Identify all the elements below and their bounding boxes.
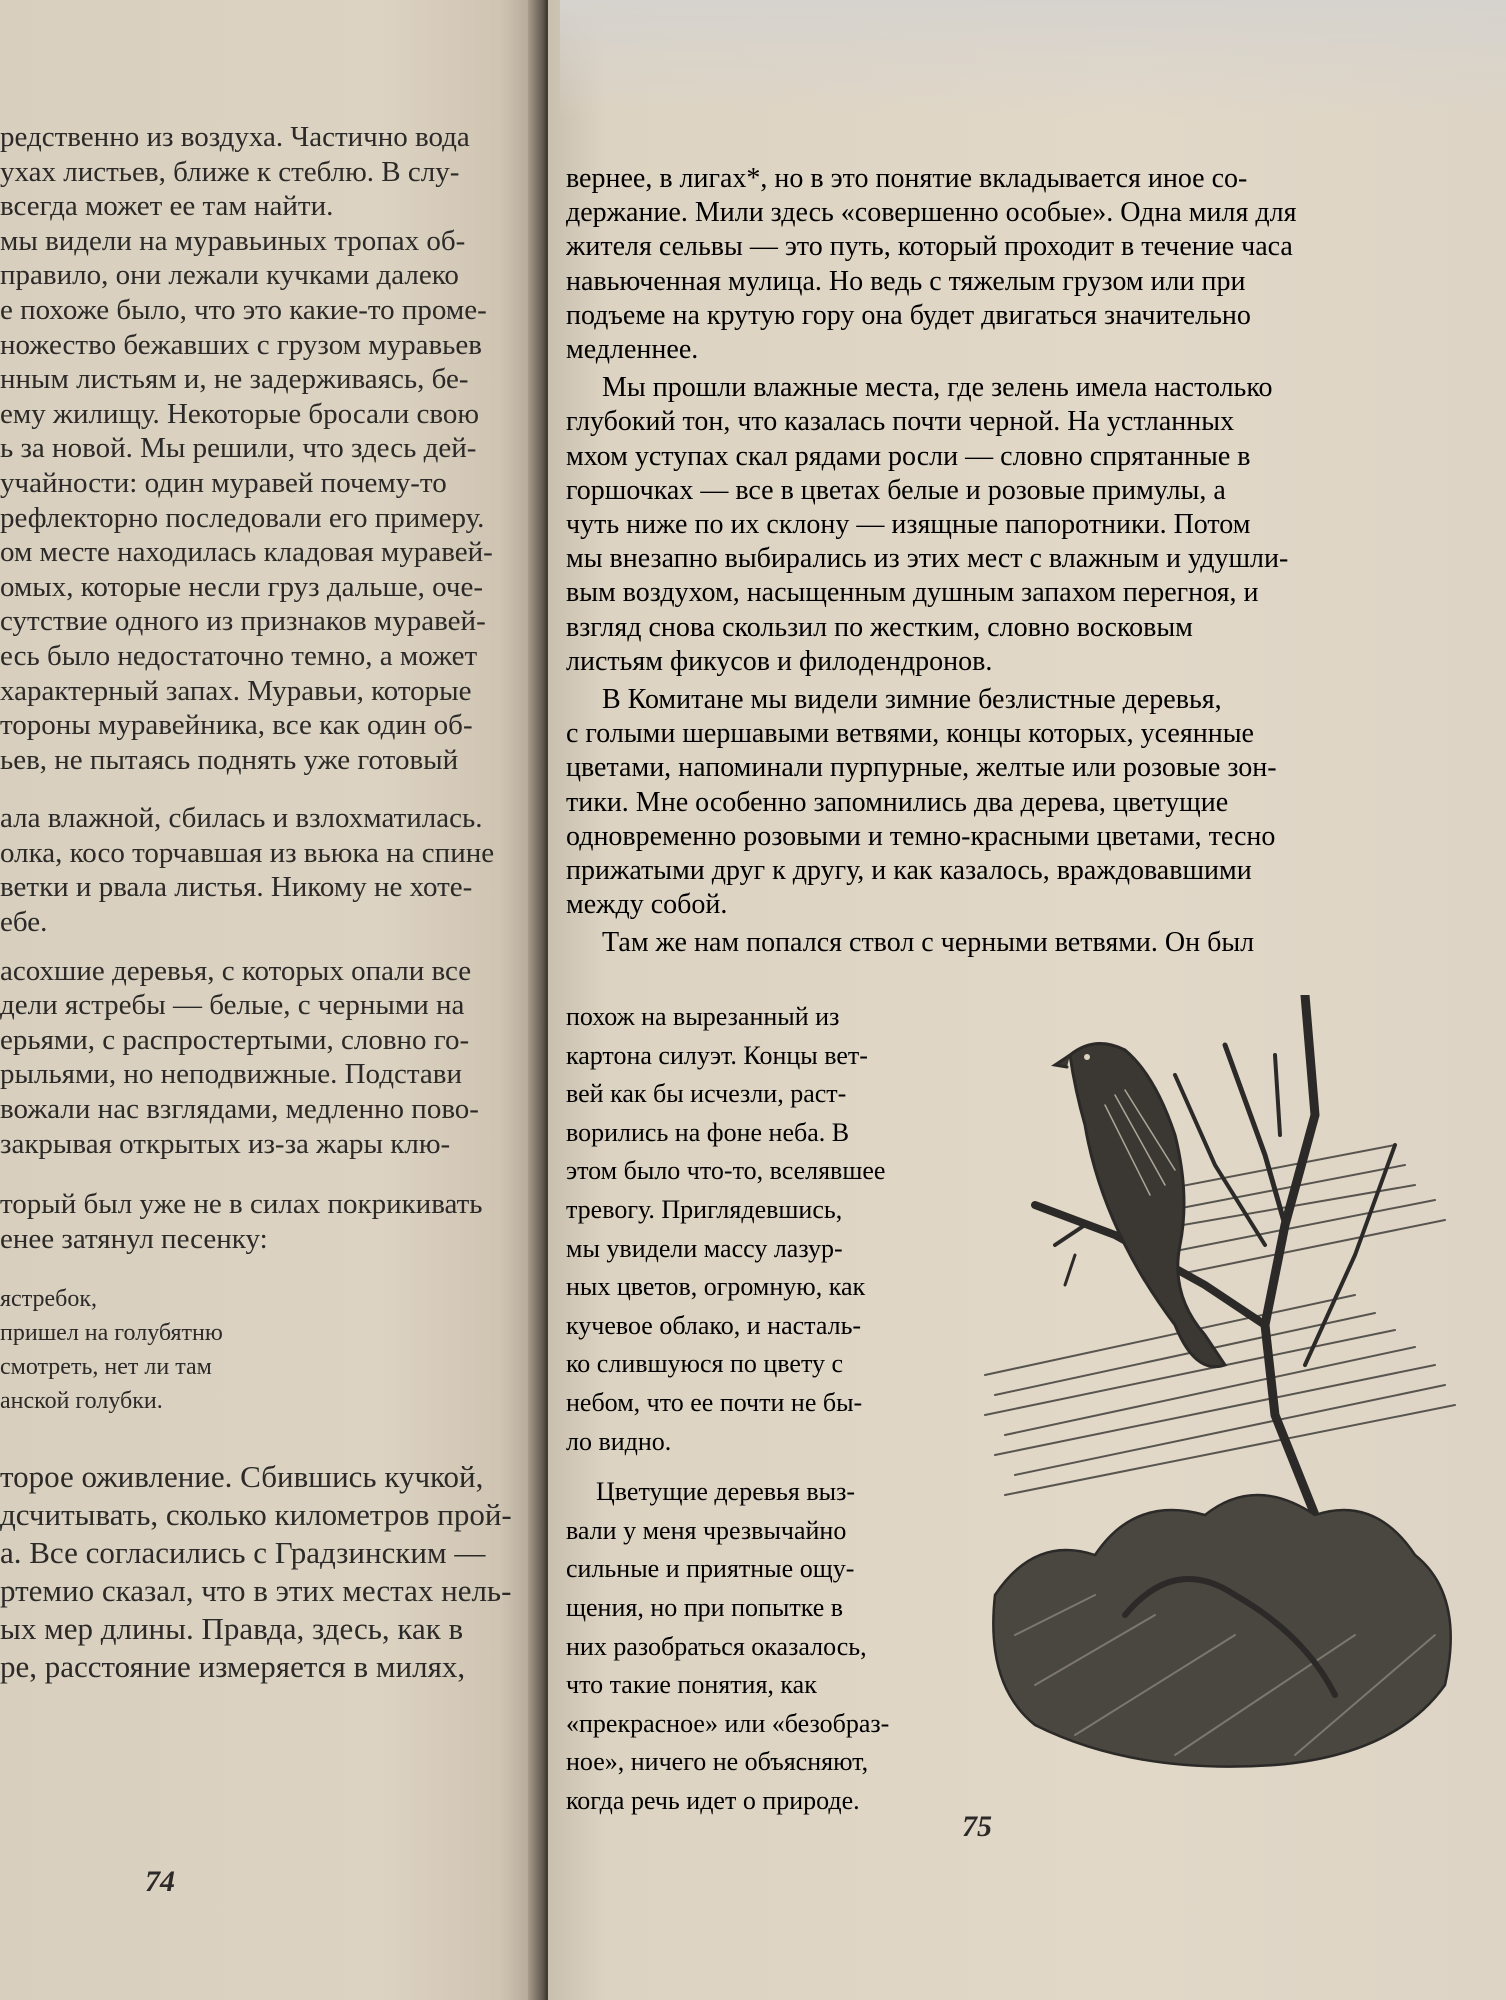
text-line: нным листьям и, не задерживаясь, бе- <box>0 363 469 396</box>
text-line: вожали нас взглядами, медленно пово- <box>0 1093 479 1126</box>
text-line: ала влажной, сбилась и взлохматилась. <box>0 802 483 835</box>
hawk-illustration <box>975 995 1470 1785</box>
text-line: одновременно розовыми и темно-красными цветами, тесно <box>566 820 1276 852</box>
text-line: е похоже было, что это какие-то проме- <box>0 293 487 326</box>
left-page-text <box>0 120 535 1686</box>
text-line: всегда может ее там найти. <box>0 190 334 223</box>
text-line: вей как бы исчезли, раст- <box>566 1079 847 1109</box>
text-line: чуть ниже по их склону — изящные папоротники. Потом <box>566 509 1251 541</box>
text-line: ему жилищу. Некоторые бросали свою <box>0 397 479 430</box>
text-line: ртемио сказал, что в этих местах нель- <box>0 1573 512 1609</box>
text-line: ножество бежавших с грузом муравьев <box>0 328 482 361</box>
text-line: взгляд снова скользил по жестким, словно восковым <box>566 611 1193 643</box>
text-line: ко слившуюся по цвету с <box>566 1349 844 1379</box>
text-line: ворились на фоне неба. В <box>566 1117 850 1147</box>
text-line: кучевое облако, и насталь- <box>566 1310 862 1340</box>
background-surface <box>560 0 1506 120</box>
right-paragraph-4-first <box>566 926 1464 960</box>
text-line: рыльями, но неподвижные. Подстави <box>0 1058 462 1091</box>
text-line: ьев, не пытаясь поднять уже готовый <box>0 743 459 776</box>
text-line: мы увидели массу лазур- <box>566 1233 843 1263</box>
verse-line: анской голубки. <box>0 1388 163 1415</box>
text-line: листьям фикусов и филодендронов. <box>566 645 993 677</box>
right-paragraph-1 <box>566 162 1464 367</box>
text-line: держание. Мили здесь «совершенно особые». Одна миля для <box>566 197 1297 229</box>
text-line: сильные и приятные ощу- <box>566 1554 855 1584</box>
text-line: ухах листьев, ближе к стеблю. В слу- <box>0 155 460 188</box>
text-line: картона силуэт. Концы вет- <box>566 1040 868 1070</box>
text-line: ре, расстояние измеряется в милях, <box>0 1649 466 1685</box>
right-paragraph-5 <box>566 1473 942 1820</box>
text-line: вым воздухом, насыщенным душным запахом перегноя, и <box>566 577 1259 609</box>
text-line: характерный запах. Муравьи, которые <box>0 674 472 707</box>
right-page-text <box>566 162 1464 961</box>
text-line: В Комитане мы видели зимние безлистные деревья, <box>602 684 1222 716</box>
left-paragraph-4 <box>0 1187 535 1256</box>
text-line: вернее, в лигах*, но в это понятие вкладывается иное со- <box>566 163 1248 194</box>
text-line: что такие понятия, как <box>566 1670 817 1700</box>
text-line: тревогу. Приглядевшись, <box>566 1194 843 1224</box>
text-line: дсчитывать, сколько километров прой- <box>0 1497 512 1533</box>
text-line: торое оживление. Сбившись кучкой, <box>0 1459 484 1495</box>
text-line: глубокий тон, что казалась почти черной. На устланных <box>566 406 1235 438</box>
verse-line: ястребок, <box>0 1286 97 1313</box>
text-line: ветки и рвала листья. Никому не хоте- <box>0 871 473 904</box>
text-line: с голыми шершавыми ветвями, концы которых, усеянные <box>566 718 1254 750</box>
left-paragraph-3 <box>0 954 535 1162</box>
left-paragraph-5 <box>0 1458 535 1686</box>
text-line: енее затянул песенку: <box>0 1222 268 1255</box>
text-line: тороны муравейника, все как один об- <box>0 709 473 742</box>
text-line: похож на вырезанный из <box>566 1002 840 1031</box>
text-line: вали у меня чрезвычайно <box>566 1515 847 1545</box>
text-line: «прекрасное» или «безобраз- <box>566 1708 890 1738</box>
text-line: мы видели на муравьиных тропах об- <box>0 224 466 257</box>
text-line: а. Все согласились с Градзинским — <box>0 1535 486 1571</box>
text-line: них разобраться оказалось, <box>566 1631 867 1661</box>
text-line: Мы прошли влажные места, где зелень имела настолько <box>602 372 1273 404</box>
text-line: омых, которые несли груз дальше, оче- <box>0 570 484 603</box>
text-line: ом месте находилась кладовая муравей- <box>0 536 493 569</box>
left-paragraph-2 <box>0 801 535 939</box>
text-line: ебе. <box>0 906 48 939</box>
text-line: Там же нам попался ствол с черными ветвями. Он был <box>602 927 1255 959</box>
text-line: ных цветов, огромную, как <box>566 1272 866 1302</box>
text-line: торый был уже не в силах покрикивать <box>0 1188 483 1221</box>
text-line: ь за новой. Мы решили, что здесь дей- <box>0 432 477 465</box>
text-line: подъеме на крутую гору она будет двигаться значительно <box>566 299 1251 331</box>
page-number-left: 74 <box>145 1865 175 1898</box>
text-line: рефлекторно последовали его примеру. <box>0 501 485 534</box>
text-line: жителя сельвы — это путь, который проходит в течение часа <box>566 231 1293 263</box>
text-line: между собой. <box>566 889 728 921</box>
left-paragraph-1 <box>0 120 535 777</box>
page-number-right: 75 <box>962 1810 992 1843</box>
text-line: щения, но при попытке в <box>566 1592 844 1622</box>
text-line: учайности: один муравей почему-то <box>0 466 447 499</box>
text-line: тики. Мне особенно запомнились два дерева, цветущие <box>566 786 1229 818</box>
text-line: навьюченная мулица. Но ведь с тяжелым грузом или при <box>566 265 1246 297</box>
text-line: горшочках — все в цветах белые и розовые примулы, а <box>566 474 1226 506</box>
text-line: сутствие одного из признаков муравей- <box>0 605 486 638</box>
verse-line: пришел на голубятню <box>0 1320 223 1347</box>
text-line: цветами, напоминали пурпурные, желтые или розовые зон- <box>566 752 1277 784</box>
left-page <box>0 0 545 2000</box>
right-paragraph-2 <box>566 371 1464 679</box>
text-line: ло видно. <box>566 1426 672 1456</box>
text-line: ых мер длины. Правда, здесь, как в <box>0 1611 464 1647</box>
verse-block <box>0 1282 535 1418</box>
text-line: когда речь идет о природе. <box>566 1785 860 1815</box>
verse-line: смотреть, нет ли там <box>0 1354 212 1381</box>
text-line: мхом уступах скал рядами росли — словно спрятанные в <box>566 440 1251 472</box>
text-line: ерьями, с распростертыми, словно го- <box>0 1023 470 1056</box>
text-line: асохшие деревья, с которых опали все <box>0 954 472 987</box>
right-paragraph-4-narrow <box>566 998 942 1461</box>
text-line: дели ястребы — белые, с черными на <box>0 989 465 1022</box>
text-line: Цветущие деревья выз- <box>596 1477 856 1507</box>
text-line: медленнее. <box>566 334 699 366</box>
narrow-text-column <box>566 998 942 1820</box>
right-paragraph-3 <box>566 683 1464 922</box>
text-line: олка, косо торчавшая из вьюка на спине <box>0 836 495 869</box>
text-line: прижатыми друг к другу, и как казалось, враждовавшими <box>566 855 1252 887</box>
text-line: небом, что ее почти не бы- <box>566 1387 863 1417</box>
text-line: этом было что-то, вселявшее <box>566 1156 886 1186</box>
text-line: есь было недостаточно темно, а может <box>0 639 478 672</box>
text-line: правило, они лежали кучками далеко <box>0 259 459 292</box>
text-line: редственно из воздуха. Частично вода <box>0 121 470 153</box>
text-line: закрывая открытых из-за жары клю- <box>0 1127 451 1160</box>
text-line: ное», ничего не объясняют, <box>566 1747 869 1777</box>
text-line: мы внезапно выбирались из этих мест с влажным и удушли- <box>566 543 1289 575</box>
